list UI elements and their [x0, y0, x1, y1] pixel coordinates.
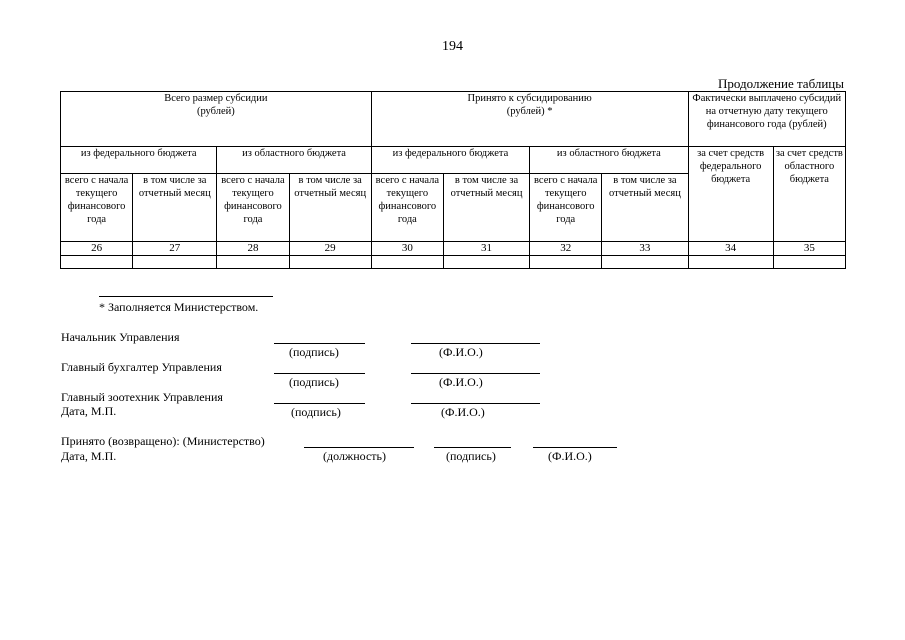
- table-cell[interactable]: [61, 256, 133, 269]
- page-number: 194: [442, 39, 463, 54]
- name-caption: (Ф.И.О.): [439, 345, 483, 359]
- signature-caption: (подпись): [289, 375, 339, 389]
- table-cell[interactable]: [217, 256, 289, 269]
- ministry-signature-line[interactable]: [434, 447, 511, 448]
- name-caption: (Ф.И.О.): [439, 375, 483, 389]
- accountant-name-line[interactable]: [411, 373, 540, 374]
- chief-accountant-label: Главный бухгалтер Управления: [61, 360, 222, 374]
- table-cell[interactable]: [133, 256, 217, 269]
- head-signature-line[interactable]: [274, 343, 365, 344]
- header-total-regional: из областного бюджета: [217, 147, 371, 174]
- footnote-divider: [99, 296, 273, 297]
- signature-caption: (подпись): [289, 345, 339, 359]
- table-cell[interactable]: [773, 256, 845, 269]
- header-paid-federal: за счет средств федерального бюджета: [688, 147, 773, 242]
- table-cell[interactable]: [289, 256, 371, 269]
- head-name-line[interactable]: [411, 343, 540, 344]
- date-stamp-label: Дата, М.П.: [61, 449, 117, 463]
- header-actually-paid: Фактически выплачено субсидий на отчетную дату текущего финансового года (рублей): [688, 92, 845, 147]
- name-caption: (Ф.И.О.): [441, 405, 485, 419]
- column-number: 26: [61, 242, 133, 256]
- footnote: * Заполняется Министерством.: [99, 300, 259, 314]
- column-number: 27: [133, 242, 217, 256]
- header-cell-total-since-start: всего с начала текущего финансового года: [371, 174, 443, 242]
- column-number: 34: [688, 242, 773, 256]
- header-cell-for-month: в том числе за отчетный месяц: [289, 174, 371, 242]
- column-number: 31: [443, 242, 529, 256]
- header-cell-for-month: в том числе за отчетный месяц: [133, 174, 217, 242]
- column-number: 33: [602, 242, 688, 256]
- accepted-by-ministry-label: Принято (возвращено): (Министерство): [61, 434, 265, 448]
- header-total-subsidy: Всего размер субсидии (рублей): [61, 92, 372, 147]
- date-stamp-label: Дата, М.П.: [61, 404, 117, 418]
- table-continuation-label: Продолжение таблицы: [718, 76, 844, 91]
- header-cell-for-month: в том числе за отчетный месяц: [602, 174, 688, 242]
- accountant-signature-line[interactable]: [274, 373, 365, 374]
- column-number: 32: [530, 242, 602, 256]
- header-accepted-regional: из областного бюджета: [530, 147, 688, 174]
- column-number: 28: [217, 242, 289, 256]
- column-number-row: [61, 242, 846, 256]
- column-number: 29: [289, 242, 371, 256]
- table-cell[interactable]: [602, 256, 688, 269]
- head-of-department-label: Начальник Управления: [61, 330, 180, 344]
- header-cell-total-since-start: всего с начала текущего финансового года: [61, 174, 133, 242]
- subsidy-table: [60, 91, 846, 269]
- signature-caption: (подпись): [291, 405, 341, 419]
- table-cell[interactable]: [443, 256, 529, 269]
- column-number: 30: [371, 242, 443, 256]
- table-cell[interactable]: [530, 256, 602, 269]
- column-number: 35: [773, 242, 845, 256]
- table-row: [61, 256, 846, 269]
- header-accepted-subsidy: Принято к субсидированию (рублей) *: [371, 92, 688, 147]
- header-accepted-federal: из федерального бюджета: [371, 147, 529, 174]
- zootechnician-name-line[interactable]: [411, 403, 540, 404]
- name-caption: (Ф.И.О.): [548, 449, 592, 463]
- header-cell-total-since-start: всего с начала текущего финансового года: [530, 174, 602, 242]
- position-caption: (должность): [323, 449, 386, 463]
- header-cell-for-month: в том числе за отчетный месяц: [443, 174, 529, 242]
- header-paid-regional: за счет средств областного бюджета: [773, 147, 845, 242]
- table-cell[interactable]: [688, 256, 773, 269]
- table-cell[interactable]: [371, 256, 443, 269]
- ministry-name-line[interactable]: [533, 447, 617, 448]
- signature-caption: (подпись): [446, 449, 496, 463]
- ministry-position-line[interactable]: [304, 447, 414, 448]
- chief-zootechnician-label: Главный зоотехник Управления: [61, 390, 223, 404]
- header-cell-total-since-start: всего с начала текущего финансового года: [217, 174, 289, 242]
- header-total-federal: из федерального бюджета: [61, 147, 217, 174]
- zootechnician-signature-line[interactable]: [274, 403, 365, 404]
